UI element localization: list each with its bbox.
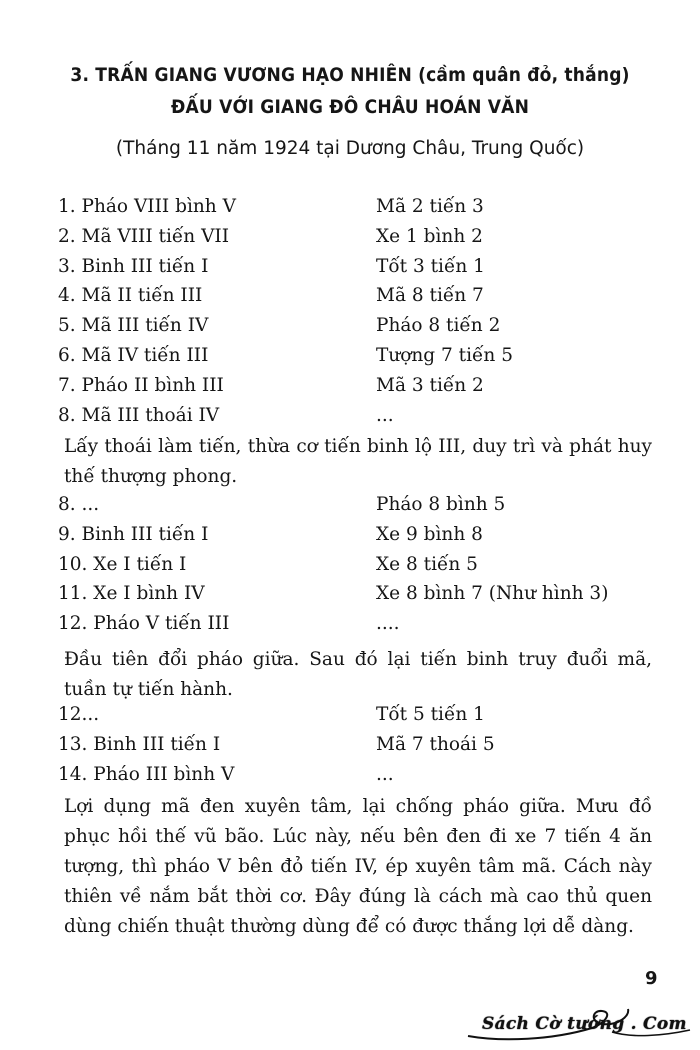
heading-line-1: 3. TRẤN GIANG VƯƠNG HẠO NHIÊN (cầm quân đỏ, thắng) xyxy=(70,64,630,86)
move-row xyxy=(0,734,700,764)
heading-line-2: ĐẤU VỚI GIANG ĐÔ CHÂU HOÁN VĂN xyxy=(170,96,530,118)
black-move: Tốt 3 tiến 1 xyxy=(376,255,485,277)
move-row xyxy=(0,405,700,435)
black-move: Tốt 5 tiến 1 xyxy=(376,704,485,725)
red-move: 3. Binh III tiến I xyxy=(58,255,209,277)
red-move: 1. Pháo VIII bình V xyxy=(58,196,236,217)
move-row xyxy=(0,315,700,345)
site-watermark xyxy=(462,1006,694,1042)
red-move: 13. Binh III tiến I xyxy=(58,733,221,755)
move-row xyxy=(0,554,700,584)
black-move: ... xyxy=(376,763,394,785)
black-move: Xe 1 bình 2 xyxy=(376,225,483,247)
black-move: Mã 3 tiến 2 xyxy=(376,374,484,396)
red-move: 6. Mã IV tiến III xyxy=(58,344,209,366)
red-move: 14. Pháo III bình V xyxy=(58,763,235,785)
red-move: 5. Mã III tiến IV xyxy=(58,315,209,337)
move-row xyxy=(0,704,700,734)
commentary-3: Lợi dụng mã đen xuyên tâm, lại chống pháo giữa. Mưu đồ phục hồi thế vũ bão. Lúc này, nếu bên đen đi xe 7 tiến 4 ăn tượng, thì pháo V bên đỏ tiến IV, ép xuyên tâm mã. Cách này thiên về nắm bắt thời cơ. Đây đúng là cách mà cao thủ quen dùng chiến thuật thường dùng để có được thắng lợi dễ dàng. xyxy=(64,796,652,937)
watermark-text: Sách Cờ tướng . Com xyxy=(482,1014,687,1034)
black-move: ... xyxy=(376,404,394,426)
red-move: 12. Pháo V tiến III xyxy=(58,613,230,635)
move-row xyxy=(0,764,700,794)
move-row xyxy=(0,583,700,613)
black-move: Pháo 8 tiến 2 xyxy=(376,315,501,337)
red-move: 2. Mã VIII tiến VII xyxy=(58,225,230,247)
red-move: 8. Mã III thoái IV xyxy=(58,404,220,426)
move-row xyxy=(0,524,700,554)
red-move: 11. Xe I bình IV xyxy=(58,583,205,605)
black-move: Mã 7 thoái 5 xyxy=(376,733,495,755)
red-move: 9. Binh III tiến I xyxy=(58,523,209,545)
black-move: Xe 8 bình 7 (Như hình 3) xyxy=(376,583,609,605)
commentary-1: Lấy thoái làm tiến, thừa cơ tiến binh lộ III, duy trì và phát huy thế thượng phong. xyxy=(64,436,652,487)
black-move: Tượng 7 tiến 5 xyxy=(376,344,513,366)
black-move: .... xyxy=(376,613,400,635)
red-move: 7. Pháo II bình III xyxy=(58,374,224,396)
move-row xyxy=(0,613,700,643)
red-move: 10. Xe I tiến I xyxy=(58,553,187,575)
black-move: Mã 2 tiến 3 xyxy=(376,196,484,217)
move-row xyxy=(0,196,700,226)
black-move: Mã 8 tiến 7 xyxy=(376,285,484,307)
red-move: 8. ... xyxy=(58,494,100,515)
moves-block-1 xyxy=(0,196,700,434)
page-number: 9 xyxy=(645,968,658,989)
moves-block-3 xyxy=(0,704,700,793)
red-move: 12... xyxy=(58,704,100,725)
move-row xyxy=(0,345,700,375)
red-move: 4. Mã II tiến III xyxy=(58,285,203,307)
black-move: Pháo 8 bình 5 xyxy=(376,494,506,515)
move-row xyxy=(0,226,700,256)
move-row xyxy=(0,375,700,405)
game-subtitle: (Tháng 11 năm 1924 tại Dương Châu, Trung Quốc) xyxy=(115,138,585,159)
move-row xyxy=(0,494,700,524)
move-row xyxy=(0,285,700,315)
commentary-2: Đầu tiên đổi pháo giữa. Sau đó lại tiến binh truy đuổi mã, tuần tự tiến hành. xyxy=(64,649,652,700)
moves-block-2 xyxy=(0,494,700,643)
black-move: Xe 8 tiến 5 xyxy=(376,553,478,575)
move-row xyxy=(0,256,700,286)
black-move: Xe 9 bình 8 xyxy=(376,523,483,545)
